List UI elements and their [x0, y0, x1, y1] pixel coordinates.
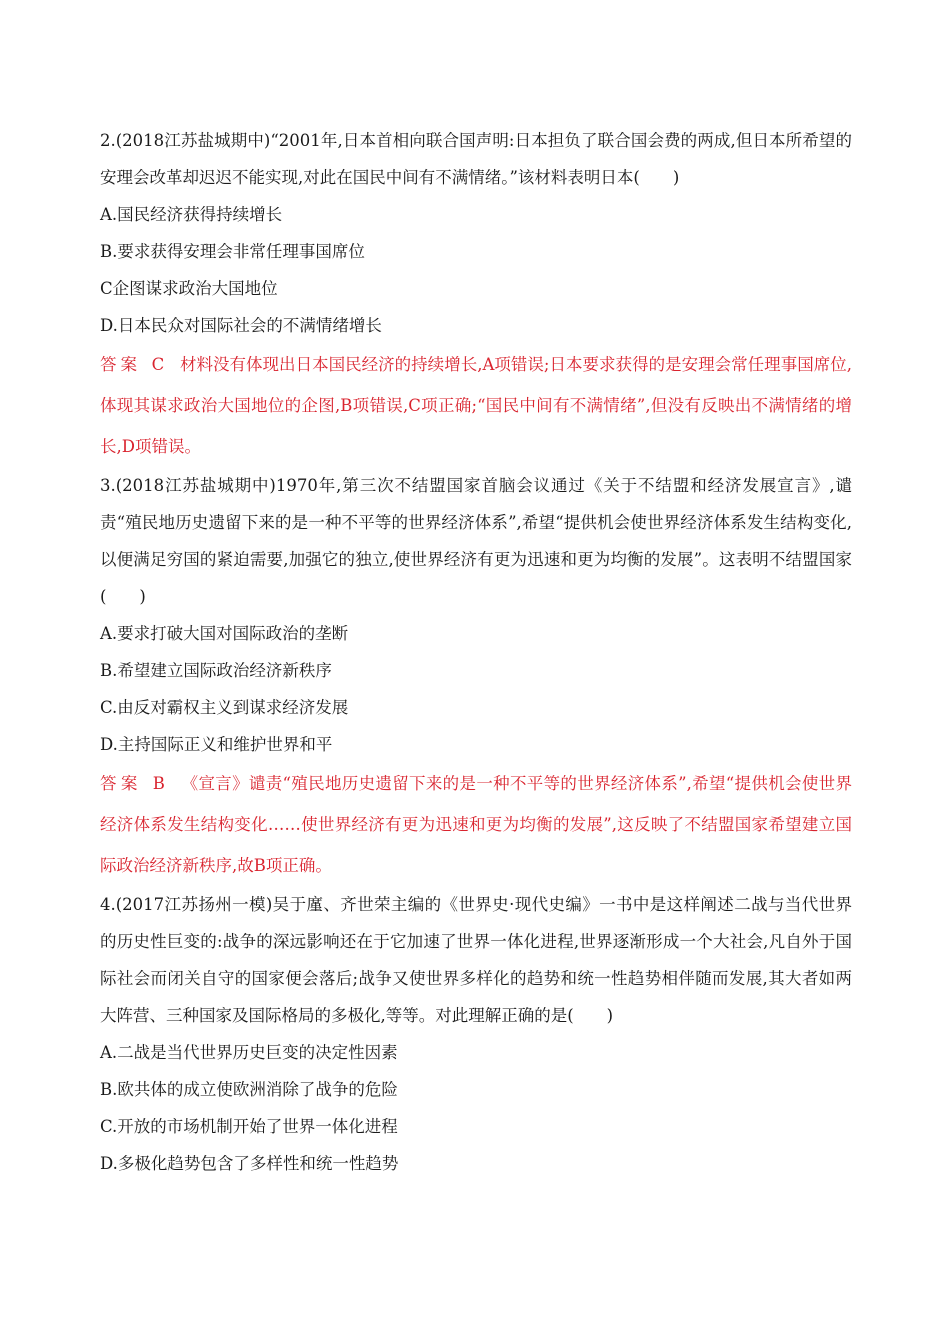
option-b: B.欧共体的成立使欧洲消除了战争的危险 [100, 1080, 398, 1099]
option-a: A.二战是当代世界历史巨变的决定性因素 [100, 1043, 398, 1062]
option-a: A.要求打破大国对国际政治的垄断 [100, 624, 349, 643]
question-stem: 3.(2018江苏盐城期中)1970年,第三次不结盟国家首脑会议通过《关于不结盟和经济发展宣言》,谴责“殖民地历史遗留下来的是一种不平等的世界经济体系”,希望“提供机会使世界经济体系发生结构变化,以便满足穷国的紧迫需要,加强它的独立,使世界经济有更为迅速和更为均衡的发展”。这表明不结盟国家( ) [100, 476, 852, 606]
option-c: C.开放的市场机制开始了世界一体化进程 [100, 1117, 398, 1136]
answer-label: 答案 [100, 774, 142, 793]
option-c: C企图谋求政治大国地位 [100, 279, 278, 298]
option-d: D.主持国际正义和维护世界和平 [100, 735, 333, 754]
answer-letter: C [151, 355, 165, 374]
answer-explanation [100, 344, 852, 467]
question-stem: 2.(2018江苏盐城期中)“2001年,日本首相向联合国声明:日本担负了联合国会费的两成,但日本所希望的安理会改革却迟迟不能实现,对此在国民中间有不满情绪。”该材料表明日本( ) [100, 131, 852, 187]
question-2 [100, 122, 852, 467]
option-a: A.国民经济获得持续增长 [100, 205, 283, 224]
question-3 [100, 467, 852, 886]
answer-label: 答案 [100, 355, 142, 374]
answer-letter: B [152, 774, 165, 793]
document-page [100, 122, 852, 1182]
answer-text: 《宣言》谴责“殖民地历史遗留下来的是一种不平等的世界经济体系”,希望“提供机会使世界经济体系发生结构变化……使世界经济有更为迅速和更为均衡的发展”,这反映了不结盟国家希望建立国际政治经济新秩序,故B项正确。 [100, 774, 852, 875]
answer-explanation [100, 763, 852, 886]
option-d: D.多极化趋势包含了多样性和统一性趋势 [100, 1154, 399, 1173]
question-4 [100, 886, 852, 1182]
option-d: D.日本民众对国际社会的不满情绪增长 [100, 316, 382, 335]
option-b: B.希望建立国际政治经济新秩序 [100, 661, 332, 680]
answer-text: 材料没有体现出日本国民经济的持续增长,A项错误;日本要求获得的是安理会常任理事国席位,体现其谋求政治大国地位的企图,B项错误,C项正确;“国民中间有不满情绪”,但没有反映出不满情绪的增长,D项错误。 [100, 355, 852, 456]
option-c: C.由反对霸权主义到谋求经济发展 [100, 698, 349, 717]
question-stem: 4.(2017江苏扬州一模)吴于廑、齐世荣主编的《世界史·现代史编》一书中是这样阐述二战与当代世界的历史性巨变的:战争的深远影响还在于它加速了世界一体化进程,世界逐渐形成一个大社会,凡自外于国际社会而闭关自守的国家便会落后;战争又使世界多样化的趋势和统一性趋势相伴随而发展,其大者如两大阵营、三种国家及国际格局的多极化,等等。对此理解正确的是( ) [100, 895, 852, 1025]
option-b: B.要求获得安理会非常任理事国席位 [100, 242, 365, 261]
